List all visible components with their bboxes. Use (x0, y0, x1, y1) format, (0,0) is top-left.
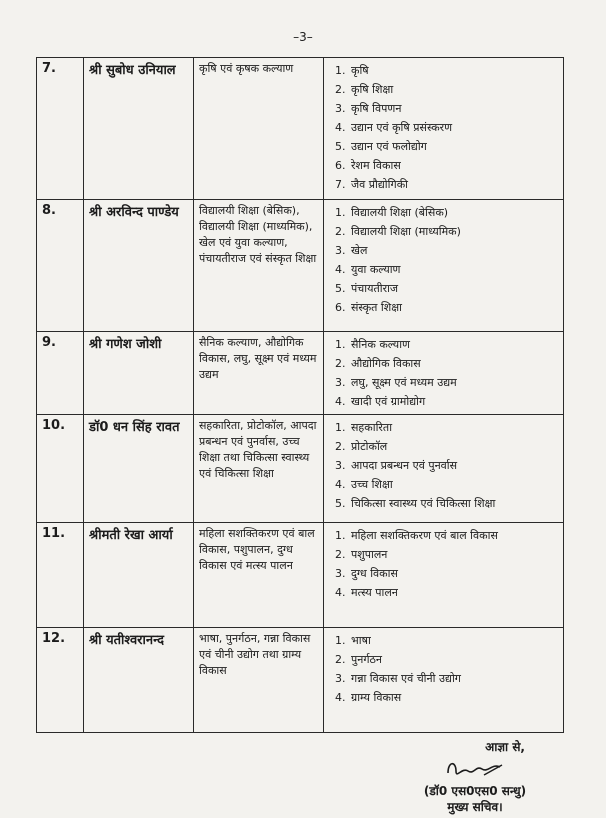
departments-list (329, 335, 558, 411)
department-item: 4. मत्स्य पालन (349, 583, 558, 602)
order-text: आज्ञा से, (485, 740, 525, 754)
portfolio-summary: कृषि एवं कृषक कल्याण (194, 58, 324, 200)
department-item: 5. उद्यान एवं फलोद्योग (349, 137, 558, 156)
departments-list (329, 61, 558, 194)
department-item: 3. लघु, सूक्ष्म एवं मध्यम उद्यम (349, 373, 558, 392)
handwritten-signature (440, 757, 510, 783)
page-number: –3– (293, 30, 313, 44)
serial-number: 7. (37, 58, 84, 200)
serial-number: 11. (37, 523, 84, 628)
department-item: 2. प्रोटोकॉल (349, 437, 558, 456)
department-item: 1. कृषि (349, 61, 558, 80)
department-item: 1. विद्यालयी शिक्षा (बेसिक) (349, 203, 558, 222)
signature-block (395, 738, 555, 815)
departments-cell (324, 628, 564, 733)
department-item: 4. ग्राम्य विकास (349, 688, 558, 707)
departments-list (329, 418, 558, 513)
department-item: 1. सहकारिता (349, 418, 558, 437)
signatory-designation: मुख्य सचिव। (447, 800, 503, 814)
department-item: 4. युवा कल्याण (349, 260, 558, 279)
department-item: 1. महिला सशक्तिकरण एवं बाल विकास (349, 526, 558, 545)
department-item: 4. उच्च शिक्षा (349, 475, 558, 494)
department-item: 3. आपदा प्रबन्धन एवं पुनर्वास (349, 456, 558, 475)
department-item: 6. रेशम विकास (349, 156, 558, 175)
serial-number: 8. (37, 200, 84, 332)
minister-row (37, 415, 564, 523)
department-item: 3. गन्ना विकास एवं चीनी उद्योग (349, 669, 558, 688)
minister-row (37, 200, 564, 332)
minister-name: डॉ0 धन सिंह रावत (84, 415, 194, 523)
minister-row (37, 523, 564, 628)
ministers-table (36, 57, 564, 733)
departments-list (329, 526, 558, 602)
serial-number: 12. (37, 628, 84, 733)
departments-cell (324, 523, 564, 628)
departments-cell (324, 200, 564, 332)
department-item: 1. सैनिक कल्याण (349, 335, 558, 354)
portfolio-summary: विद्यालयी शिक्षा (बेसिक), विद्यालयी शिक्षा (माध्यमिक), खेल एवं युवा कल्याण, पंचायतीराज एवं संस्कृत शिक्षा (194, 200, 324, 332)
minister-name: श्री यतीश्वरानन्द (84, 628, 194, 733)
department-item: 2. विद्यालयी शिक्षा (माध्यमिक) (349, 222, 558, 241)
department-item: 1. भाषा (349, 631, 558, 650)
portfolio-summary: सहकारिता, प्रोटोकॉल, आपदा प्रबन्धन एवं पुनर्वास, उच्च शिक्षा तथा चिकित्सा स्वास्थ्य एवं चिकित्सा शिक्षा (194, 415, 324, 523)
department-item: 2. कृषि शिक्षा (349, 80, 558, 99)
department-item: 2. पशुपालन (349, 545, 558, 564)
minister-row (37, 628, 564, 733)
ministers-table-body (37, 58, 564, 733)
minister-name: श्री सुबोध उनियाल (84, 58, 194, 200)
serial-number: 10. (37, 415, 84, 523)
minister-name: श्री गणेश जोशी (84, 332, 194, 415)
department-item: 5. पंचायतीराज (349, 279, 558, 298)
department-item: 3. दुग्ध विकास (349, 564, 558, 583)
departments-list (329, 203, 558, 317)
signatory-name: (डॉ0 एस0एस0 सन्धु) (423, 784, 527, 798)
department-item: 4. उद्यान एवं कृषि प्रसंस्करण (349, 118, 558, 137)
minister-name: श्री अरविन्द पाण्डेय (84, 200, 194, 332)
department-item: 3. खेल (349, 241, 558, 260)
minister-row (37, 58, 564, 200)
portfolio-summary: महिला सशक्तिकरण एवं बाल विकास, पशुपालन, दुग्ध विकास एवं मत्स्य पालन (194, 523, 324, 628)
departments-list (329, 631, 558, 707)
minister-row (37, 332, 564, 415)
minister-name: श्रीमती रेखा आर्या (84, 523, 194, 628)
departments-cell (324, 58, 564, 200)
department-item: 5. चिकित्सा स्वास्थ्य एवं चिकित्सा शिक्षा (349, 494, 558, 513)
department-item: 4. खादी एवं ग्रामोद्योग (349, 392, 558, 411)
portfolio-summary: भाषा, पुनर्गठन, गन्ना विकास एवं चीनी उद्योग तथा ग्राम्य विकास (194, 628, 324, 733)
departments-cell (324, 332, 564, 415)
department-item: 7. जैव प्रौद्योगिकी (349, 175, 558, 194)
portfolio-summary: सैनिक कल्याण, औद्योगिक विकास, लघु, सूक्ष्म एवं मध्यम उद्यम (194, 332, 324, 415)
department-item: 3. कृषि विपणन (349, 99, 558, 118)
department-item: 6. संस्कृत शिक्षा (349, 298, 558, 317)
departments-cell (324, 415, 564, 523)
serial-number: 9. (37, 332, 84, 415)
department-item: 2. पुनर्गठन (349, 650, 558, 669)
department-item: 2. औद्योगिक विकास (349, 354, 558, 373)
